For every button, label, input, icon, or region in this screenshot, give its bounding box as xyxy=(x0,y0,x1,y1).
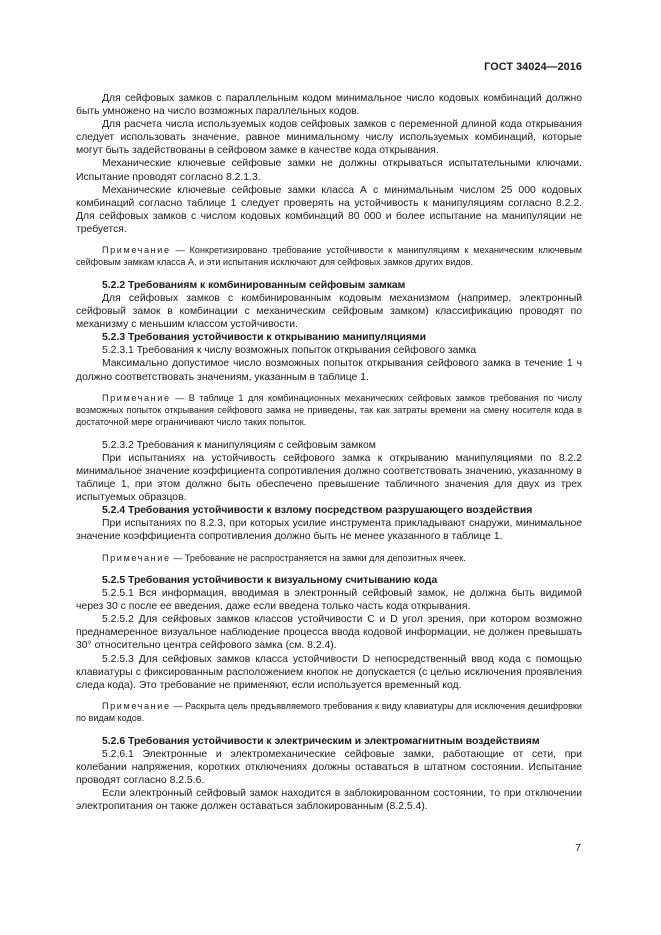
section-heading: 5.2.6 Требования устойчивости к электрическим и электромагнитным воздействиям xyxy=(102,735,540,747)
spacer xyxy=(76,725,582,735)
paragraph: При испытаниях на устойчивость сейфового замка к открыванию манипуляциями по 8.2.2 минимальное значение коэффициента сопротивления должно соответствовать значению, указанному в таблице 1, при этом должно быть обеспечено превышение табличного значения для двух из трех испытуемых образцов. xyxy=(76,452,582,504)
section-heading: 5.2.5 Требования устойчивости к визуальному считыванию кода xyxy=(102,574,438,586)
section-heading: 5.2.4 Требования устойчивости к взлому посредством разрушающего воздействия xyxy=(102,505,533,517)
paragraph: 5.2.5.3 Для сейфовых замков класса устойчивости D непосредственный ввод кода с помощью клавиатуры с фиксированным расположением кнопок не допускается (с целью исключения проявления следа кода). Это требование не применяют, если используется временный код. xyxy=(76,653,582,691)
note-text: — Конкретизировано требование устойчивости к манипуляциям к механическим ключевым сейфовым замкам класса А, и эти испытания исключают для сейфовых замков других видов. xyxy=(76,245,582,268)
paragraph: 5.2.6.1 Электронные и электромеханические сейфовые замки, работающие от сети, при колебании напряжения, коротких отключениях должны оставаться в штатном состоянии. Испытание проводят согласно 8.2.5.6. xyxy=(76,748,582,786)
note-paragraph xyxy=(76,244,582,269)
spacer xyxy=(76,544,582,552)
note-paragraph xyxy=(76,392,582,429)
paragraph: Для сейфовых замков с параллельным кодом минимальное число кодовых комбинаций должно быть умножено на число возможных параллельных кодов. xyxy=(76,93,582,118)
paragraph: При испытаниях по 8.2.3, при которых усилие инструмента прикладывают снаружи, минимальное значение коэффициента сопротивления должно быть не менее указанного в таблице 1. xyxy=(76,518,582,543)
paragraph: Для сейфовых замков с комбинированным кодовым механизмом (например, электронный сейфовый замок в комбинации с механическим сейфовым замком) классификацию проводят по механизму с меньшим классом устойчивости. xyxy=(76,292,582,331)
paragraph: 5.2.3.2 Требования к манипуляциям с сейфовым замком xyxy=(102,439,376,451)
standard-header: ГОСТ 34024—2016 xyxy=(484,61,582,73)
paragraph: Для расчета числа используемых кодов сейфовых замков с переменной длиной кода открывания следует использовать значение, равное минимальному числу используемых комбинаций, которые могут быть задействованы в сейфовом замке в качестве кода открывания. xyxy=(76,119,582,157)
note-label: Примечание xyxy=(102,700,171,711)
note-text: — В таблице 1 для комбинационных механических сейфовых замков требования по числу возможных попыток открывания сейфового замка не приведены, так как затраты времени на смену носителя кода в достаточной мере ограничивают число таких попыток. xyxy=(76,392,582,428)
section-heading: 5.2.2 Требованиям к комбинированным сейфовым замкам xyxy=(102,279,406,291)
note-paragraph xyxy=(76,700,582,725)
section-heading: 5.2.3 Требования устойчивости к открыванию манипуляциями xyxy=(102,332,426,344)
spacer xyxy=(76,269,582,279)
paragraph: Механические ключевые сейфовые замки класса А с минимальным числом 25 000 кодовых комбинаций согласно таблице 1 следует проверять на устойчивость к манипуляциям согласно 8.2.2. Для сейфовых замков с числом кодовых комбинаций 80 000 и более испытание на манипуляции не требуется. xyxy=(76,184,582,235)
page-number: 7 xyxy=(575,843,581,854)
note-paragraph xyxy=(76,552,582,564)
paragraph: 5.2.5.1 Вся информация, вводимая в электронный сейфовый замок, не должна быть видимой через 30 с после ее введения, даже если введена только часть кода открывания. xyxy=(76,588,582,613)
paragraph: 5.2.5.2 Для сейфовых замков классов устойчивости С и D угол зрения, при котором возможно преднамеренное визуальное наблюдение процесса ввода кодовой информации, не должен превышать 30° относительно центра сейфового замка (см. 8.2.4). xyxy=(76,614,582,652)
paragraph: 5.2.3.1 Требования к числу возможных попыток открывания сейфового замка xyxy=(102,345,477,357)
note-label: Примечание xyxy=(102,392,171,403)
spacer xyxy=(76,429,582,439)
paragraph: Механические ключевые сейфовые замки не должны открываться испытательными ключами. Испытание проводят согласно 8.2.1.3. xyxy=(76,158,582,183)
paragraph: Максимально допустимое число возможных попыток открывания сейфового замка в течение 1 ч должно соответствовать значениям, указанным в таблице 1. xyxy=(76,358,582,383)
note-label: Примечание xyxy=(102,245,171,256)
paragraph: Если электронный сейфовый замок находится в заблокированном состоянии, то при отключении электропитания он также должен оставаться заблокированным (8.2.5.4). xyxy=(76,788,582,813)
spacer xyxy=(76,384,582,392)
spacer xyxy=(76,236,582,244)
note-text: — Раскрыта цель предъявляемого требования к виду клавиатуры для исключения дешифровки по видам кодов. xyxy=(76,700,582,724)
note-label: Примечание xyxy=(102,552,171,563)
document-body xyxy=(76,92,582,813)
note-text: — Требование не распространяется на замки для депозитных ячеек. xyxy=(170,552,466,563)
spacer xyxy=(76,564,582,574)
spacer xyxy=(76,692,582,700)
